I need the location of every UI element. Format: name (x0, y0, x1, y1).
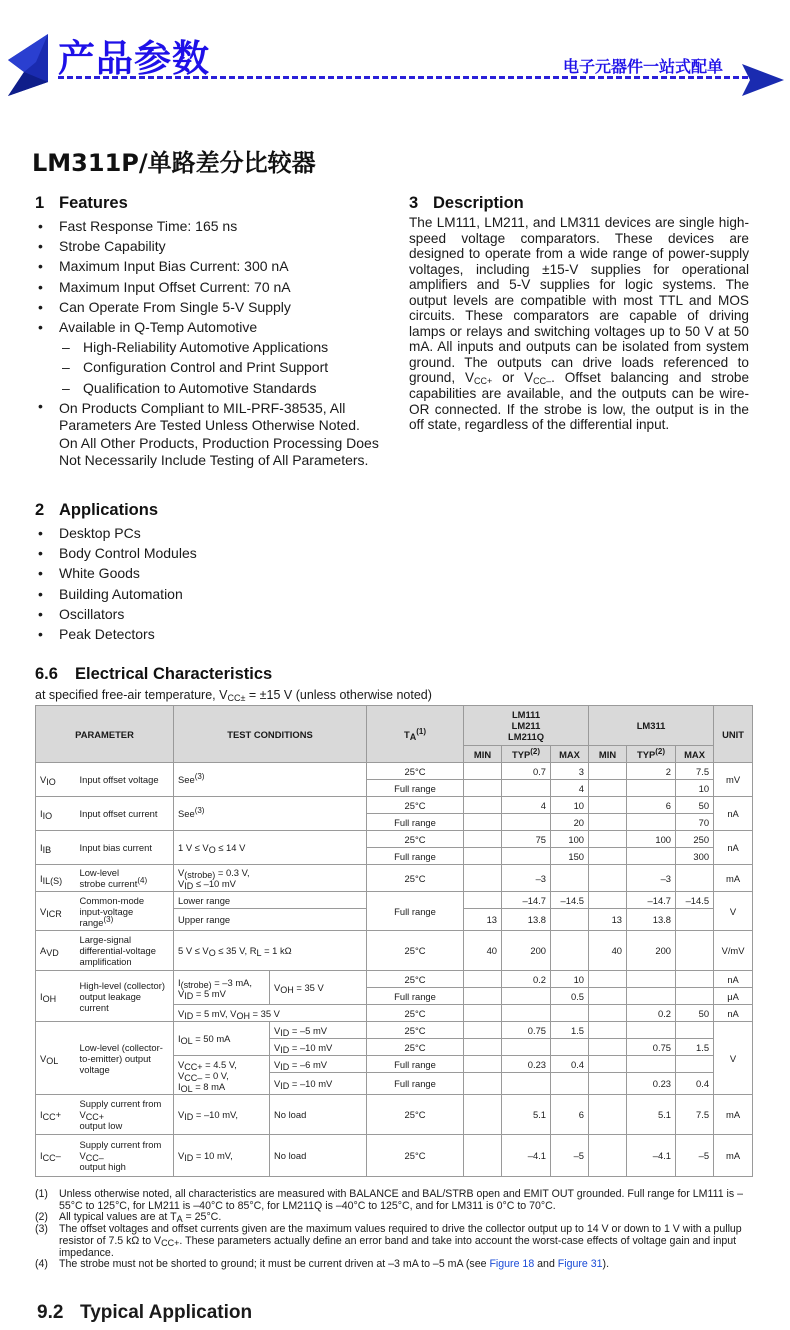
unit-cell: mA (714, 865, 753, 892)
ta-cell: 25°C (367, 1022, 464, 1039)
list-subitem: – Configuration Control and Print Support (35, 357, 380, 377)
test-condition: No load (270, 1135, 367, 1177)
ta-cell: 25°C (367, 1005, 464, 1022)
ta-cell: 25°C (367, 931, 464, 971)
value-cell (551, 1039, 589, 1056)
list-item: • Body Control Modules (35, 543, 380, 563)
value-cell (627, 971, 676, 988)
parameter-name: Input offset current (76, 797, 174, 831)
value-cell: –14.5 (551, 892, 589, 909)
header-typ: TYP$^{(2)}$ (627, 746, 676, 763)
list-item: • Available in Q-Temp Automotive (35, 317, 380, 337)
value-cell (627, 1056, 676, 1073)
value-cell: –3 (502, 865, 551, 892)
value-cell: 0.5 (551, 988, 589, 1005)
value-cell: 0.4 (551, 1056, 589, 1073)
description-section (409, 194, 749, 433)
header-parameter: PARAMETER (36, 706, 174, 763)
banner-dashed-line (58, 76, 748, 79)
value-cell (589, 1073, 627, 1095)
test-condition: $V_{ID} = -10$ mV, (174, 1095, 270, 1135)
test-condition: Upper range (174, 909, 367, 931)
features-list (35, 216, 380, 470)
value-cell: 40 (464, 931, 502, 971)
table-row (36, 797, 753, 814)
value-cell: 200 (502, 931, 551, 971)
table-row (36, 971, 753, 988)
test-condition: $V_{ID} = -6$ mV (270, 1056, 367, 1073)
value-cell: 5.1 (627, 1095, 676, 1135)
value-cell: –14.5 (676, 892, 714, 909)
value-cell: 4 (551, 780, 589, 797)
value-cell: 10 (551, 971, 589, 988)
value-cell (502, 780, 551, 797)
value-cell (589, 848, 627, 865)
value-cell (551, 1073, 589, 1095)
parameter-name: Common-mode input-voltage range$^{(3)}$ (76, 892, 174, 931)
symbol-cell: $V_{IO}$ (36, 763, 76, 797)
parameter-name: Input offset voltage (76, 763, 174, 797)
value-cell (464, 1073, 502, 1095)
parameter-name: Input bias current (76, 831, 174, 865)
applications-list (35, 523, 380, 644)
value-cell (464, 780, 502, 797)
symbol-cell: $A_{VD}$ (36, 931, 76, 971)
test-condition: See$^{(3)}$ (174, 797, 367, 831)
list-item: • Desktop PCs (35, 523, 380, 543)
parameter-name: Large-signal differential-voltage amplification (76, 931, 174, 971)
figure-18-link[interactable]: Figure 18 (489, 1258, 535, 1271)
ta-cell: Full range (367, 1056, 464, 1073)
value-cell: 0.75 (627, 1039, 676, 1056)
value-cell: 4 (502, 797, 551, 814)
test-condition: $I_{OL} = 50$ mA (174, 1022, 270, 1056)
symbol-cell: $I_{CC}-$ (36, 1135, 76, 1177)
value-cell: 250 (676, 831, 714, 848)
value-cell (464, 831, 502, 848)
value-cell (502, 1073, 551, 1095)
value-cell (551, 865, 589, 892)
value-cell (589, 1005, 627, 1022)
test-condition: $V_{ID} = 10$ mV, (174, 1135, 270, 1177)
ta-cell: Full range (367, 988, 464, 1005)
right-arrow-icon (740, 62, 786, 98)
ta-cell: Full range (367, 814, 464, 831)
value-cell: 300 (676, 848, 714, 865)
header-typ: TYP$^{(2)}$ (502, 746, 551, 763)
table-caption: at specified free-air temperature, $V_{CC\pm} = \pm 15$ V (unless otherwise noted) (35, 688, 432, 703)
figure-31-link[interactable]: Figure 31 (557, 1258, 603, 1271)
ta-cell: 25°C (367, 1095, 464, 1135)
ta-cell: 25°C (367, 865, 464, 892)
test-condition: 5 $V \le V_O \le 35$ V, $R_L = 1$ kΩ (174, 931, 367, 971)
banner-title: 产品参数 (58, 37, 210, 80)
value-cell: 200 (627, 931, 676, 971)
value-cell (589, 831, 627, 848)
value-cell (464, 797, 502, 814)
value-cell: 100 (627, 831, 676, 848)
value-cell: –14.7 (627, 892, 676, 909)
value-cell: 10 (551, 797, 589, 814)
applications-heading: 2 Applications (35, 501, 159, 519)
value-cell (676, 988, 714, 1005)
test-condition: $I_{(strobe)} = -3$ mA, $V_{ID} = 5$ mV (174, 971, 270, 1005)
value-cell (464, 1022, 502, 1039)
symbol-cell: $I_{IL(S)}$ (36, 865, 76, 892)
value-cell: –14.7 (502, 892, 551, 909)
left-arrow-icon (6, 32, 52, 100)
test-condition: No load (270, 1095, 367, 1135)
table-row (36, 831, 753, 848)
value-cell (589, 780, 627, 797)
list-item: • Strobe Capability (35, 236, 380, 256)
symbol-cell: $I_{OH}$ (36, 971, 76, 1022)
ta-cell: 25°C (367, 831, 464, 848)
value-cell (589, 1095, 627, 1135)
ta-cell: 25°C (367, 1039, 464, 1056)
value-cell (627, 1022, 676, 1039)
ta-cell: Full range (367, 848, 464, 865)
value-cell (676, 865, 714, 892)
value-cell: 100 (551, 831, 589, 848)
list-item: • Peak Detectors (35, 624, 380, 644)
value-cell: 2 (627, 763, 676, 780)
header-test-conditions: TEST CONDITIONS (174, 706, 367, 763)
list-subitem: – Qualification to Automotive Standards (35, 378, 380, 398)
symbol-cell: $I_{IO}$ (36, 797, 76, 831)
value-cell (464, 1056, 502, 1073)
list-item: • Maximum Input Bias Current: 300 nA (35, 256, 380, 276)
value-cell (589, 1135, 627, 1177)
header-lm311-group: LM311 (589, 706, 714, 746)
test-condition: $V_{OH} = 35$ V (270, 971, 367, 1005)
parameter-name: High-level (collector) output leakage current (76, 971, 174, 1022)
value-cell: 13.8 (627, 909, 676, 931)
value-cell (502, 1005, 551, 1022)
features-section (35, 194, 380, 470)
value-cell (502, 988, 551, 1005)
value-cell (464, 1039, 502, 1056)
unit-cell: mV (714, 763, 753, 797)
table-row (36, 763, 753, 780)
parameter-name: Low-level (collector-to-emitter) output voltage (76, 1022, 174, 1095)
value-cell (551, 1005, 589, 1022)
unit-cell: mA (714, 1095, 753, 1135)
footnote-2: (2) All typical values are at $T_A = 25^\circ C$. (35, 1211, 222, 1225)
value-cell: 1.5 (551, 1022, 589, 1039)
value-cell (676, 1022, 714, 1039)
header-banner (0, 0, 790, 110)
banner-subtitle: 电子元器件一站式配单 (563, 57, 724, 76)
value-cell (676, 971, 714, 988)
value-cell (589, 814, 627, 831)
value-cell: 150 (551, 848, 589, 865)
header-lm111-group: LM111 LM211 LM211Q (464, 706, 589, 746)
typical-application-heading: 9.2 Typical Application (37, 1302, 253, 1323)
symbol-cell: $V_{ICR}$ (36, 892, 76, 931)
ta-cell: Full range (367, 892, 464, 931)
value-cell (627, 848, 676, 865)
value-cell (464, 763, 502, 780)
unit-cell: V (714, 1022, 753, 1095)
symbol-cell: $V_{OL}$ (36, 1022, 76, 1095)
test-condition: $V_{ID} = -10$ mV (270, 1073, 367, 1095)
value-cell: 0.2 (627, 1005, 676, 1022)
value-cell (464, 814, 502, 831)
test-condition: $V_{(strobe)} = 0.3$ V, $V_{ID} \le -10$ mV (174, 865, 367, 892)
value-cell (502, 814, 551, 831)
parameter-name: Low-level strobe current$^{(4)}$ (76, 865, 174, 892)
features-heading: 1 Features (35, 194, 128, 212)
ta-cell: 25°C (367, 971, 464, 988)
footnote-4: (4) The strobe must not be shorted to ground; it must be current driven at –3 mA to –5 mA (see Figure 18 and Figure 31). (35, 1258, 610, 1271)
value-cell: 1.5 (676, 1039, 714, 1056)
value-cell (589, 988, 627, 1005)
list-subitem: – High-Reliability Automotive Applications (35, 337, 380, 357)
electrical-characteristics-heading: 6.6 Electrical Characteristics (35, 665, 273, 683)
value-cell (464, 848, 502, 865)
value-cell (551, 931, 589, 971)
value-cell (464, 1005, 502, 1022)
value-cell: 40 (589, 931, 627, 971)
description-paragraph: The LM111, LM211, and LM311 devices are single high-speed voltage comparators. These devices are designed to operate from a wide range of power-supply voltages, including ±15-V supplies for operational amplifiers and 5-V supplies for logic systems. The output levels are compatible with most TTL and MOS circuits. These comparators are capable of driving lamps or relays and switching voltages up to 50 V at 50 mA. All inputs and outputs can be isolated from system ground. The outputs can drive loads referenced to ground, $V_{CC+}$ or $V_{CC-}$. Offset balancing and strobe capabilities are available, and the outputs can be wire-OR connected. If the strobe is low, the output is in the off state, regardless of the differential input. (409, 215, 750, 433)
unit-cell: V (714, 892, 753, 931)
table-row (36, 892, 753, 909)
value-cell: 10 (676, 780, 714, 797)
value-cell: 13 (464, 909, 502, 931)
value-cell (464, 865, 502, 892)
test-condition: $V_{ID} = 5$ mV, $V_{OH} = 35$ V (174, 1005, 367, 1022)
list-item: • Building Automation (35, 584, 380, 604)
value-cell: 50 (676, 797, 714, 814)
value-cell (464, 1135, 502, 1177)
value-cell (589, 1022, 627, 1039)
list-item: • Can Operate From Single 5-V Supply (35, 297, 380, 317)
description-heading: 3 Description (409, 194, 524, 212)
list-item: • Maximum Input Offset Current: 70 nA (35, 277, 380, 297)
electrical-characteristics-table (35, 705, 753, 1177)
value-cell: 0.7 (502, 763, 551, 780)
table-row (36, 865, 753, 892)
value-cell (502, 1039, 551, 1056)
value-cell (502, 848, 551, 865)
value-cell: –5 (551, 1135, 589, 1177)
symbol-cell: $I_{CC}+$ (36, 1095, 76, 1135)
value-cell (464, 988, 502, 1005)
value-cell: –5 (676, 1135, 714, 1177)
document-title: LM311P/单路差分比较器 (32, 149, 316, 177)
value-cell (676, 1056, 714, 1073)
test-condition: 1 $V \le V_O \le 14$ V (174, 831, 367, 865)
value-cell: 50 (676, 1005, 714, 1022)
unit-cell: μA (714, 988, 753, 1005)
value-cell: 6 (551, 1095, 589, 1135)
value-cell (676, 931, 714, 971)
test-condition: $V_{ID} = -10$ mV (270, 1039, 367, 1056)
unit-cell: nA (714, 831, 753, 865)
list-item: • White Goods (35, 563, 380, 583)
value-cell (464, 1095, 502, 1135)
value-cell: 70 (676, 814, 714, 831)
value-cell: 13.8 (502, 909, 551, 931)
value-cell (676, 909, 714, 931)
header-min: MIN (589, 746, 627, 763)
value-cell (589, 797, 627, 814)
parameter-name: Supply current from $V_{CC+}$ output low (76, 1095, 174, 1135)
value-cell: 6 (627, 797, 676, 814)
header-max: MAX (551, 746, 589, 763)
value-cell (627, 988, 676, 1005)
value-cell (589, 892, 627, 909)
value-cell (464, 892, 502, 909)
value-cell: 7.5 (676, 763, 714, 780)
table-footnotes (35, 1189, 755, 1271)
header-unit: UNIT (714, 706, 753, 763)
table-row (36, 931, 753, 971)
value-cell (464, 971, 502, 988)
table-row (36, 1022, 753, 1039)
value-cell: 0.2 (502, 971, 551, 988)
unit-cell: V/mV (714, 931, 753, 971)
ta-cell: 25°C (367, 1135, 464, 1177)
value-cell (627, 814, 676, 831)
test-condition: $V_{ID} = -5$ mV (270, 1022, 367, 1039)
value-cell: 7.5 (676, 1095, 714, 1135)
value-cell (627, 780, 676, 797)
symbol-cell: $I_{IB}$ (36, 831, 76, 865)
unit-cell: mA (714, 1135, 753, 1177)
header-max: MAX (676, 746, 714, 763)
header-min: MIN (464, 746, 502, 763)
value-cell (551, 909, 589, 931)
list-item: • Fast Response Time: 165 ns (35, 216, 380, 236)
ta-cell: 25°C (367, 763, 464, 780)
value-cell (589, 763, 627, 780)
table-row (36, 1135, 753, 1177)
value-cell: 13 (589, 909, 627, 931)
unit-cell: nA (714, 1005, 753, 1022)
value-cell (589, 1039, 627, 1056)
value-cell (589, 1056, 627, 1073)
value-cell: –4.1 (502, 1135, 551, 1177)
ta-cell: Full range (367, 1073, 464, 1095)
value-cell: 5.1 (502, 1095, 551, 1135)
unit-cell: nA (714, 797, 753, 831)
test-condition: $V_{CC+} = 4.5$ V, $V_{CC-} = 0$ V, $I_{OL} = 8$ mA (174, 1056, 270, 1095)
value-cell: 75 (502, 831, 551, 848)
header-ta: $T_A^{(1)}$ (367, 706, 464, 763)
test-condition: See$^{(3)}$ (174, 763, 367, 797)
applications-section (35, 501, 380, 644)
footnote-1: (1) Unless otherwise noted, all characteristics are measured with BALANCE and BAL/STRB open and EMIT OUT grounded. Full range for LM111 is –55°C to 125°C, for LM211 is –40°C to 85°C, for LM211Q is –40°C to 125°C, and for LM311 is 0°C to 70°C. (35, 1188, 744, 1212)
table-row (36, 1095, 753, 1135)
value-cell: 3 (551, 763, 589, 780)
ta-cell: 25°C (367, 797, 464, 814)
ta-cell: Full range (367, 780, 464, 797)
value-cell: 20 (551, 814, 589, 831)
test-condition: Lower range (174, 892, 367, 909)
value-cell (589, 971, 627, 988)
parameter-name: Supply current from $V_{CC-}$ output high (76, 1135, 174, 1177)
value-cell: –3 (627, 865, 676, 892)
value-cell: –4.1 (627, 1135, 676, 1177)
footnote-3: (3) The offset voltages and offset currents given are the maximum values required to drive the collector output up to 14 V or down to 1 V with a pullup resistor of 7.5 kΩ to $V_{CC+}$. These parameters actually define an error band and take into account the worst-case effects of voltage gain and input impedance. (35, 1223, 742, 1259)
value-cell: 0.23 (502, 1056, 551, 1073)
value-cell: 0.4 (676, 1073, 714, 1095)
value-cell: 0.75 (502, 1022, 551, 1039)
value-cell (589, 865, 627, 892)
unit-cell: nA (714, 971, 753, 988)
value-cell: 0.23 (627, 1073, 676, 1095)
list-item: • Oscillators (35, 604, 380, 624)
list-item: • On Products Compliant to MIL-PRF-38535, All Parameters Are Tested Unless Otherwise Noted. On All Other Products, Production Processing Does Not Necessarily Include Testing of All Parameters. (35, 398, 380, 470)
